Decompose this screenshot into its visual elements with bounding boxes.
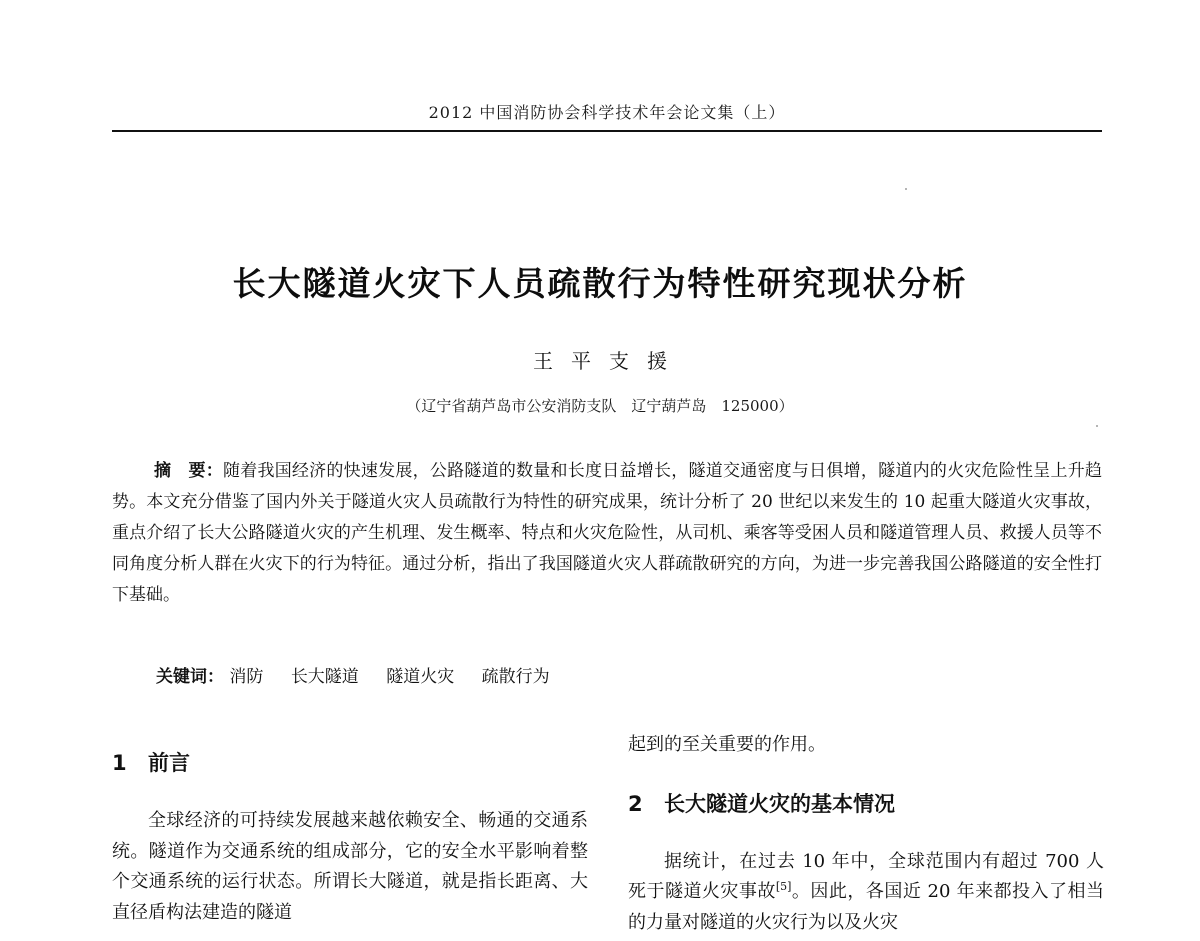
section-heading-1 <box>112 742 588 784</box>
scan-speck <box>1096 425 1098 427</box>
section-number: 1 <box>112 751 127 775</box>
citation-reference: [5] <box>775 880 792 893</box>
keyword: 消防 <box>229 667 264 687</box>
keywords-label: 关键词： <box>156 667 224 687</box>
continued-paragraph: 起到的至关重要的作用。 <box>628 734 826 755</box>
section-number: 2 <box>628 791 643 816</box>
left-column <box>112 742 588 928</box>
paragraph-text: 据统计，在过去 10 年中，全球范围内有超过 700 人死于隧道火灾事故 <box>628 850 1104 902</box>
section-title: 前言 <box>148 751 190 775</box>
abstract-label: 摘 要： <box>154 461 223 481</box>
section-title: 长大隧道火灾的基本情况 <box>664 791 895 816</box>
paragraph-text: 。因此，各国近 20 年来都投入了相当的力量对隧道的火灾行为以及火灾 <box>628 881 1104 933</box>
section-heading-2 <box>628 783 1104 825</box>
scan-speck <box>905 188 907 190</box>
header-rule <box>112 130 1102 132</box>
keyword: 长大隧道 <box>290 667 359 687</box>
keyword: 隧道火灾 <box>386 667 455 687</box>
running-header: 2012 中国消防协会科学技术年会论文集（上） <box>428 103 786 122</box>
paper-title: 长大隧道火灾下人员疏散行为特性研究现状分析 <box>232 264 968 303</box>
section-1-paragraph: 全球经济的可持续发展越来越依赖安全、畅通的交通系统。隧道作为交通系统的组成部分，它的安全水平影响着整个交通系统的运行状态。所谓长大隧道，就是指长距离、大直径盾构法建造的隧道 <box>112 810 588 923</box>
abstract-text: 随着我国经济的快速发展，公路隧道的数量和长度日益增长，隧道交通密度与日俱增，隧道内的火灾危险性呈上升趋势。本文充分借鉴了国内外关于隧道火灾人员疏散行为特性的研究成果，统计分析了 20 世纪以来发生的 10 起重大隧道火灾事故，重点介绍了长大公路隧道火灾的产生机理、发生概率、特点和火灾危险性，从司机、乘客等受困人员和隧道管理人员、救援人员等不同角度分析人群在火灾下的行为特征。通过分析，指出了我国隧道火灾人群疏散研究的方向，为进一步完善我国公路隧道的安全性打下基础。 <box>112 461 1103 605</box>
abstract <box>112 456 1102 611</box>
keywords <box>156 662 1096 687</box>
right-column <box>628 730 1104 938</box>
keyword: 疏散行为 <box>481 667 550 687</box>
section-2-paragraph <box>628 847 1104 939</box>
author-name: 王平支援 <box>533 349 685 373</box>
author-affiliation: （辽宁省葫芦岛市公安消防支队 辽宁葫芦岛 125000） <box>406 397 794 415</box>
